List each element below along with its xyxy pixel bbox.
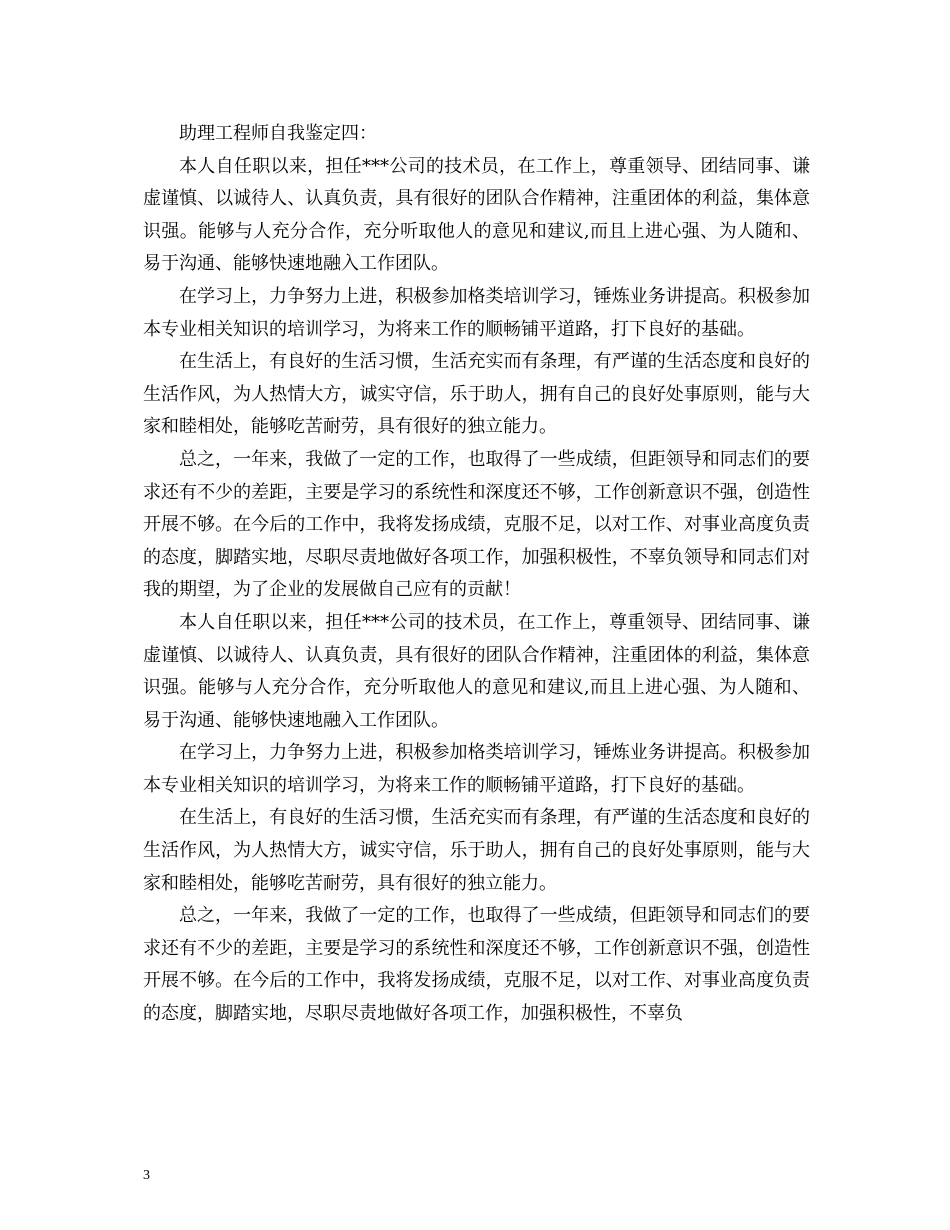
paragraph-1: 本人自任职以来，担任***公司的技术员，在工作上，尊重领导、团结同事、谦虚谨慎、以诚待人、认真负责，具有很好的团队合作精神，注重团体的利益，集体意识强。能够与人充分合作，充分听取他人的意见和建议,而且上进心强、为人随和、易于沟通、能够快速地融入工作团队。	[143, 155, 810, 275]
paragraph-4: 总之，一年来，我做了一定的工作，也取得了一些成绩，但距领导和同志们的要求还有不少的差距，主要是学习的系统性和深度还不够，工作创新意识不强，创造性开展不够。在今后的工作中，我将发扬成绩，克服不足，以对工作、对事业高度负责的态度，脚踏实地，尽职尽责地做好各项工作，加强积极性，不辜负领导和同志们对我的期望，为了企业的发展做自己应有的贡献！	[143, 448, 810, 601]
document-heading: 助理工程师自我鉴定四：	[179, 123, 377, 144]
paragraph-7: 在生活上，有良好的生活习惯，生活充实而有条理，有严谨的生活态度和良好的生活作风，为人热情大方，诚实守信，乐于助人，拥有自己的良好处事原则，能与大家和睦相处，能够吃苦耐劳，具有很好的独立能力。	[143, 807, 810, 894]
page-number: 3	[143, 1168, 150, 1183]
paragraph-8: 总之，一年来，我做了一定的工作，也取得了一些成绩，但距领导和同志们的要求还有不少的差距，主要是学习的系统性和深度还不够，工作创新意识不强，创造性开展不够。在今后的工作中，我将发扬成绩，克服不足，以对工作、对事业高度负责的态度，脚踏实地，尽职尽责地做好各项工作，加强积极性，不辜负	[143, 905, 810, 1025]
document-body	[143, 118, 810, 1031]
paragraph-6: 在学习上，力争努力上进，积极参加格类培训学习，锤炼业务讲提高。积极参加本专业相关知识的培训学习，为将来工作的顺畅铺平道路，打下良好的基础。	[143, 742, 810, 796]
paragraph-5: 本人自任职以来，担任***公司的技术员，在工作上，尊重领导、团结同事、谦虚谨慎、以诚待人、认真负责，具有很好的团队合作精神，注重团体的利益，集体意识强。能够与人充分合作，充分听取他人的意见和建议,而且上进心强、为人随和、易于沟通、能够快速地融入工作团队。	[143, 611, 810, 731]
paragraph-2: 在学习上，力争努力上进，积极参加格类培训学习，锤炼业务讲提高。积极参加本专业相关知识的培训学习，为将来工作的顺畅铺平道路，打下良好的基础。	[143, 285, 810, 340]
paragraph-3: 在生活上，有良好的生活习惯，生活充实而有条理，有严谨的生活态度和良好的生活作风，为人热情大方，诚实守信，乐于助人，拥有自己的良好处事原则，能与大家和睦相处，能够吃苦耐劳，具有很好的独立能力。	[143, 351, 810, 438]
